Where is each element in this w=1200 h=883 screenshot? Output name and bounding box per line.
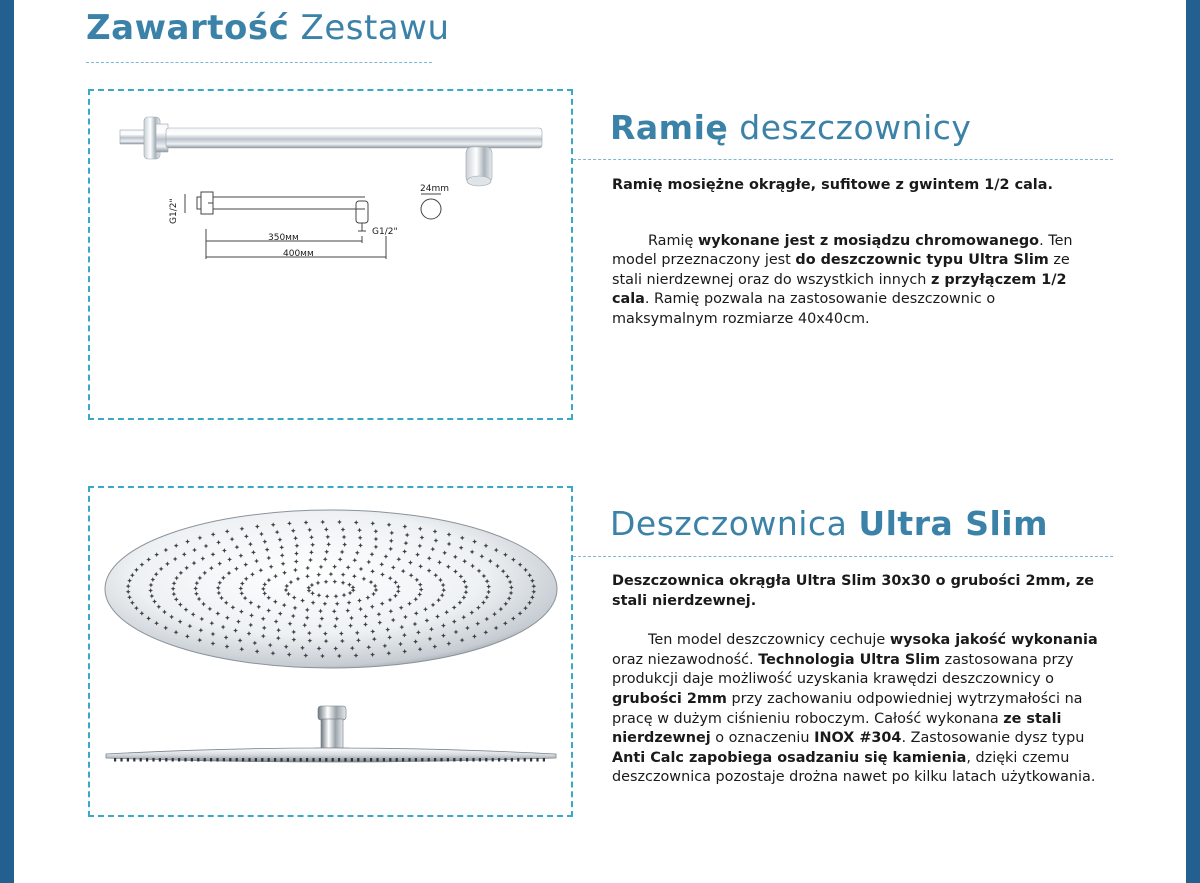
side-nozzle [216,758,218,762]
shower-head-image-frame [88,486,573,817]
side-nozzle [274,758,276,762]
side-nozzle [428,758,430,762]
side-nozzle [197,758,199,762]
shower-head-body-fragment: INOX #304 [814,730,902,747]
side-nozzle [389,758,391,762]
side-nozzle [421,758,423,762]
side-nozzle [184,758,186,762]
shower-head-body-fragment: przy zachowaniu odpowiedniej wytrzymałości na pracę w dużym ciśnieniu roboczym. Całość wykonana [612,690,1083,727]
section-description-arm [612,176,1104,330]
side-nozzle [524,758,526,762]
side-nozzle [460,758,462,762]
shower-head-body-fragment: . Zastosowanie dysz typu [901,730,1085,747]
side-nozzle [364,758,366,762]
right-thread-label: G1/2" [372,227,398,237]
side-nozzle [498,758,500,762]
side-nozzle [376,758,378,762]
arm-body-fragment: z przyłączem 1/2 cala [612,271,1067,308]
arm-lead-text: Ramię mosiężne okrągłe, sufitowe z gwintem 1/2 cala. [612,177,1053,193]
shower-head-side-view [106,706,556,762]
diameter-label: 24mm [420,184,449,194]
side-nozzle [530,758,532,762]
shower-head-body-fragment: Anti Calc zapobiega osadzaniu się kamienia [612,749,967,766]
shower-head-body-fragment: zastosowana przy produkcji daje możliwość uzyskania krawędzi deszczownicy o [612,651,1074,688]
side-nozzle [408,758,410,762]
side-nozzle [511,758,513,762]
side-nozzle [351,758,353,762]
side-nozzle [229,758,231,762]
side-nozzle [293,758,295,762]
left-thread-label: G1/2" [169,198,179,224]
side-nozzle [440,758,442,762]
arm-body-text [612,232,1104,330]
side-nozzle [261,758,263,762]
side-nozzle [120,758,122,762]
total-length-label: 400мм [283,249,314,259]
side-nozzle [140,758,142,762]
section-description-shower-head [612,572,1104,788]
arm-body-fragment: wykonane jest z mosiądzu chromowanego [697,232,1040,249]
side-nozzle [312,758,314,762]
side-nozzle [172,758,174,762]
side-nozzle [133,758,135,762]
side-nozzle [127,758,129,762]
shower-head-body-fragment: grubości 2mm [612,690,727,707]
side-nozzle [338,758,340,762]
arm-body-fragment: . Ramię pozwala na zastosowanie deszczownic o maksymalnym rozmiarze 40x40cm. [612,291,996,327]
side-nozzle [466,758,468,762]
section-divider-arm [573,159,1113,160]
side-nozzle [332,758,334,762]
shower-head-body-fragment: ze stali nierdzewnej [612,710,1062,747]
side-nozzle [434,758,436,762]
shower-arm-photo [120,117,542,186]
side-nozzle [236,758,238,762]
side-nozzle [517,758,519,762]
arm-body-fragment: do deszczownic typu Ultra Slim [795,252,1049,269]
side-nozzle [453,758,455,762]
side-nozzle [370,758,372,762]
side-nozzle [492,758,494,762]
side-nozzle [306,758,308,762]
side-nozzle [280,758,282,762]
side-nozzle [178,758,180,762]
shower-head-top-view [105,510,557,668]
shower-head-lead-text: Deszczownica okrągła Ultra Slim 30x30 o grubości 2mm, ze stali nierdzewnej. [612,573,1095,609]
side-nozzle [543,758,545,762]
side-nozzle [479,758,481,762]
side-nozzle [325,758,327,762]
arm-body-fragment: ze stali nierdzewnej oraz do wszystkich innych [612,252,1070,288]
shower-head-body-fragment: , dzięki czemu deszczownica pozostaje drożna nawet po kilku latach użytkowania. [612,749,1096,786]
side-nozzle [287,758,289,762]
shower-head-body-fragment: Ten model deszczownicy cechuje [648,632,890,649]
side-nozzle [415,758,417,762]
shower-head-body-fragment: o oznaczeniu [710,730,815,747]
side-nozzle [210,758,212,762]
side-nozzle [248,758,250,762]
shower-head-body-fragment: oraz niezawodność. [612,651,759,668]
side-nozzle [114,758,116,762]
shower-head-illustration [90,488,571,815]
side-nozzle [146,758,148,762]
side-nozzle [268,758,270,762]
heading-divider [86,62,432,63]
inner-length-label: 350мм [268,233,299,243]
left-edge-bar [0,0,14,883]
side-nozzle [504,758,506,762]
side-nozzle [344,758,346,762]
side-nozzle [152,758,154,762]
section-title-shower-head: Deszczownica Ultra Slim [610,504,1049,543]
side-nozzle [242,758,244,762]
side-nozzle [165,758,167,762]
side-nozzle [319,758,321,762]
side-nozzle [383,758,385,762]
section-title-arm: Ramię deszczownicy [610,108,972,147]
side-nozzle [472,758,474,762]
page-heading: Zawartość Zestawu [86,8,450,48]
section-divider-shower-head [573,556,1113,557]
side-nozzle [255,758,257,762]
shower-arm-illustration [90,91,571,418]
side-nozzle [485,758,487,762]
shower-arm-image-frame [88,89,573,420]
shower-head-body-fragment: wysoka jakość wykonania [889,632,1098,649]
side-nozzle [223,758,225,762]
side-nozzle [204,758,206,762]
shower-head-body-fragment: Technologia Ultra Slim [758,651,941,668]
side-nozzle [357,758,359,762]
right-edge-bar [1186,0,1200,883]
side-nozzle [447,758,449,762]
side-nozzle [191,758,193,762]
side-nozzle [402,758,404,762]
side-nozzle [536,758,538,762]
arm-body-fragment: . Ten model przeznaczony jest [612,232,1073,269]
shower-head-body-text [612,631,1104,788]
arm-body-fragment: Ramię [648,232,698,249]
side-nozzle [159,758,161,762]
side-nozzle [396,758,398,762]
side-nozzle [300,758,302,762]
